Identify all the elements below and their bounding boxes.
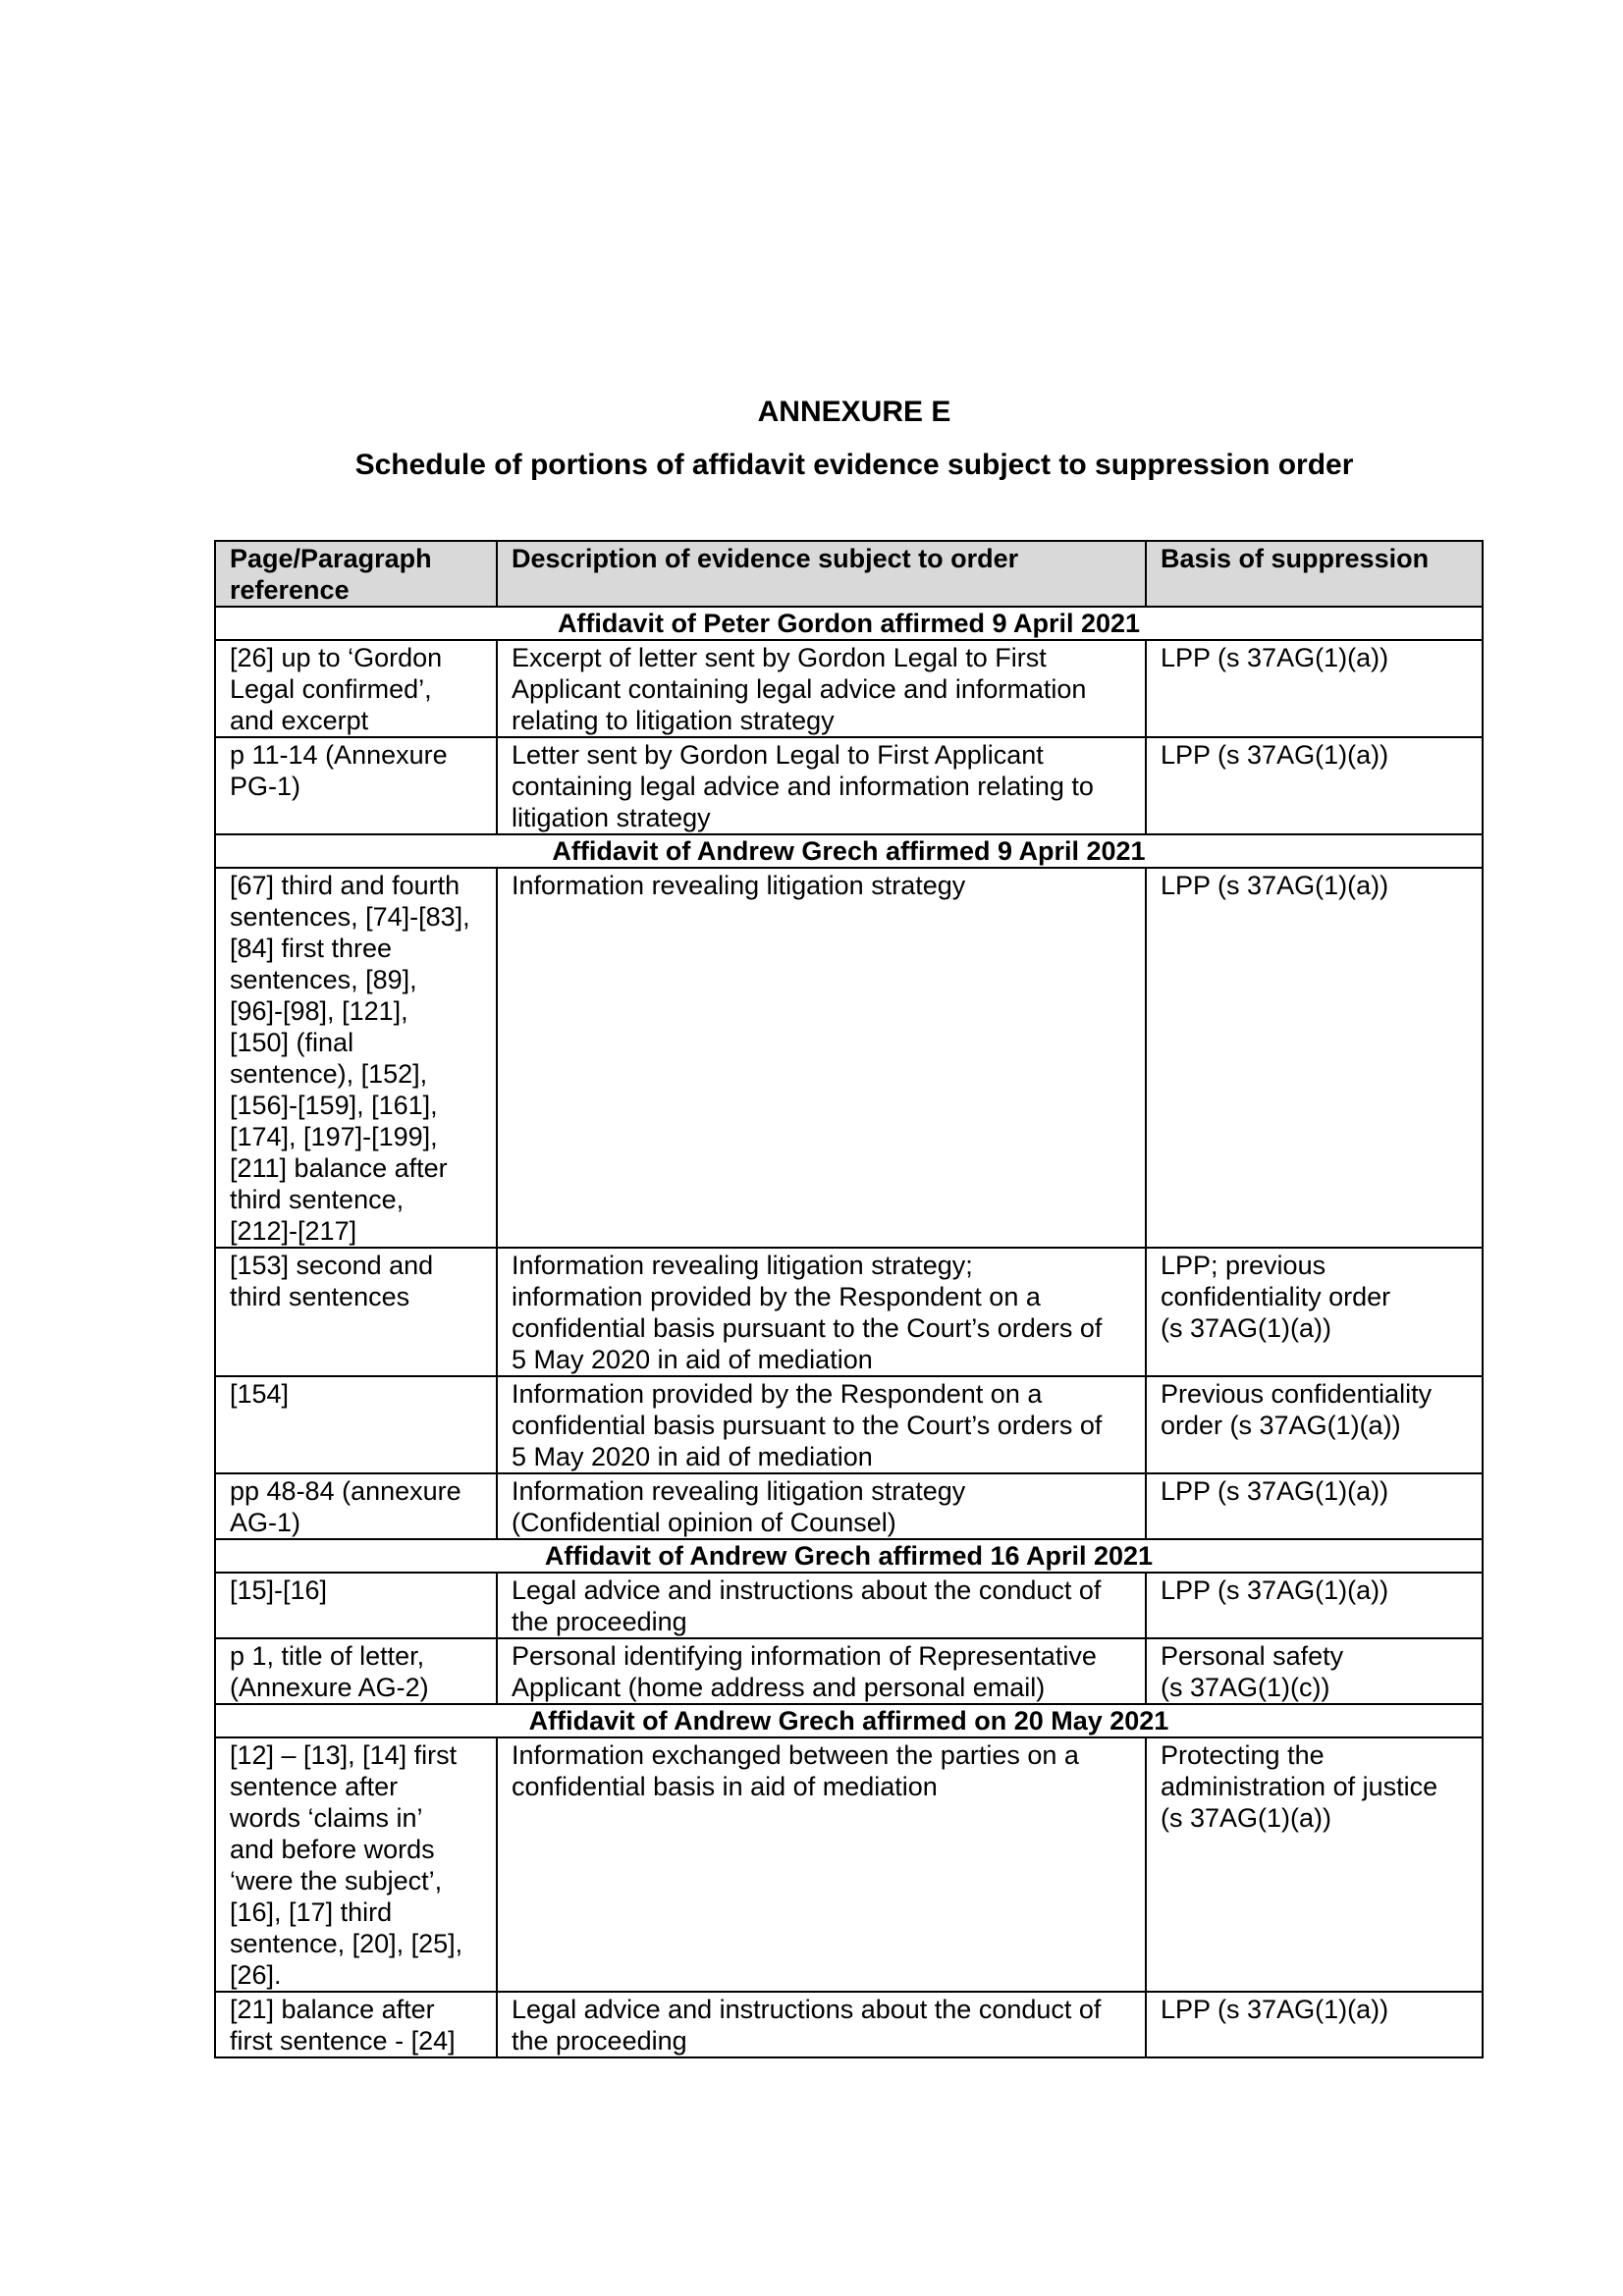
reference-cell: [21] balance after first sentence - [24] (215, 1992, 497, 2057)
header-description: Description of evidence subject to order (497, 541, 1146, 607)
annexure-title: ANNEXURE E (757, 396, 951, 428)
basis-cell: LPP (s 37AG(1)(a)) (1146, 640, 1483, 737)
reference-cell: [15]-[16] (215, 1573, 497, 1638)
section-heading-row (215, 1539, 1483, 1573)
header-row (215, 541, 1483, 607)
suppression-schedule-table (214, 540, 1484, 2058)
section-heading-row (215, 834, 1483, 868)
basis-cell: Protecting the administration of justice (s 37AG(1)(a)) (1146, 1737, 1483, 1992)
table-row (215, 1248, 1483, 1376)
basis-cell: LPP (s 37AG(1)(a)) (1146, 868, 1483, 1248)
basis-cell: Previous confidentiality order (s 37AG(1)(a)) (1146, 1376, 1483, 1473)
header-basis: Basis of suppression (1146, 541, 1483, 607)
section-heading: Affidavit of Peter Gordon affirmed 9 April 2021 (215, 607, 1483, 640)
header-reference: Page/Paragraph reference (215, 541, 497, 607)
reference-cell: [12] – [13], [14] first sentence after words ‘claims in’ and before words ‘were the subject’, [16], [17] third sentence, [20], [25], [26]. (215, 1737, 497, 1992)
section-heading: Affidavit of Andrew Grech affirmed 9 April 2021 (215, 834, 1483, 868)
basis-cell: LPP (s 37AG(1)(a)) (1146, 1992, 1483, 2057)
description-cell: Information revealing litigation strategy (Confidential opinion of Counsel) (497, 1473, 1146, 1539)
description-cell: Information revealing litigation strategy; information provided by the Respondent on a confidential basis pursuant to the Court’s orders of 5 May 2020 in aid of mediation (497, 1248, 1146, 1376)
table-row (215, 1473, 1483, 1539)
table-row (215, 868, 1483, 1248)
table-body (215, 607, 1483, 2057)
reference-cell: [154] (215, 1376, 497, 1473)
basis-cell: Personal safety (s 37AG(1)(c)) (1146, 1638, 1483, 1704)
description-cell: Letter sent by Gordon Legal to First Applicant containing legal advice and information relating to litigation strategy (497, 737, 1146, 834)
section-heading-row (215, 607, 1483, 640)
basis-cell: LPP (s 37AG(1)(a)) (1146, 1573, 1483, 1638)
reference-cell: p 11-14 (Annexure PG-1) (215, 737, 497, 834)
table-row (215, 640, 1483, 737)
description-cell: Information revealing litigation strategy (497, 868, 1146, 1248)
reference-cell: [153] second and third sentences (215, 1248, 497, 1376)
table-header (215, 541, 1483, 607)
table-row (215, 1376, 1483, 1473)
reference-cell: [67] third and fourth sentences, [74]-[83], [84] first three sentences, [89], [96]-[98], [121], [150] (final sentence), [152], [156]-[159], [161], [174], [197]-[199], [211] balance after third sentence, [212]-[217] (215, 868, 497, 1248)
description-cell: Information exchanged between the parties on a confidential basis in aid of mediation (497, 1737, 1146, 1992)
reference-cell: pp 48-84 (annexure AG-1) (215, 1473, 497, 1539)
table-row (215, 1992, 1483, 2057)
reference-cell: p 1, title of letter, (Annexure AG-2) (215, 1638, 497, 1704)
section-heading: Affidavit of Andrew Grech affirmed on 20 May 2021 (215, 1704, 1483, 1737)
table-row (215, 737, 1483, 834)
schedule-subtitle: Schedule of portions of affidavit evidence subject to suppression order (354, 449, 1354, 481)
section-heading-row (215, 1704, 1483, 1737)
description-cell: Legal advice and instructions about the conduct of the proceeding (497, 1573, 1146, 1638)
table-row (215, 1638, 1483, 1704)
table-row (215, 1573, 1483, 1638)
description-cell: Excerpt of letter sent by Gordon Legal to First Applicant containing legal advice and information relating to litigation strategy (497, 640, 1146, 737)
basis-cell: LPP; previous confidentiality order (s 37AG(1)(a)) (1146, 1248, 1483, 1376)
table-row (215, 1737, 1483, 1992)
basis-cell: LPP (s 37AG(1)(a)) (1146, 1473, 1483, 1539)
description-cell: Personal identifying information of Representative Applicant (home address and personal email) (497, 1638, 1146, 1704)
description-cell: Information provided by the Respondent on a confidential basis pursuant to the Court’s orders of 5 May 2020 in aid of mediation (497, 1376, 1146, 1473)
description-cell: Legal advice and instructions about the conduct of the proceeding (497, 1992, 1146, 2057)
section-heading: Affidavit of Andrew Grech affirmed 16 April 2021 (215, 1539, 1483, 1573)
basis-cell: LPP (s 37AG(1)(a)) (1146, 737, 1483, 834)
reference-cell: [26] up to ‘Gordon Legal confirmed’, and excerpt (215, 640, 497, 737)
